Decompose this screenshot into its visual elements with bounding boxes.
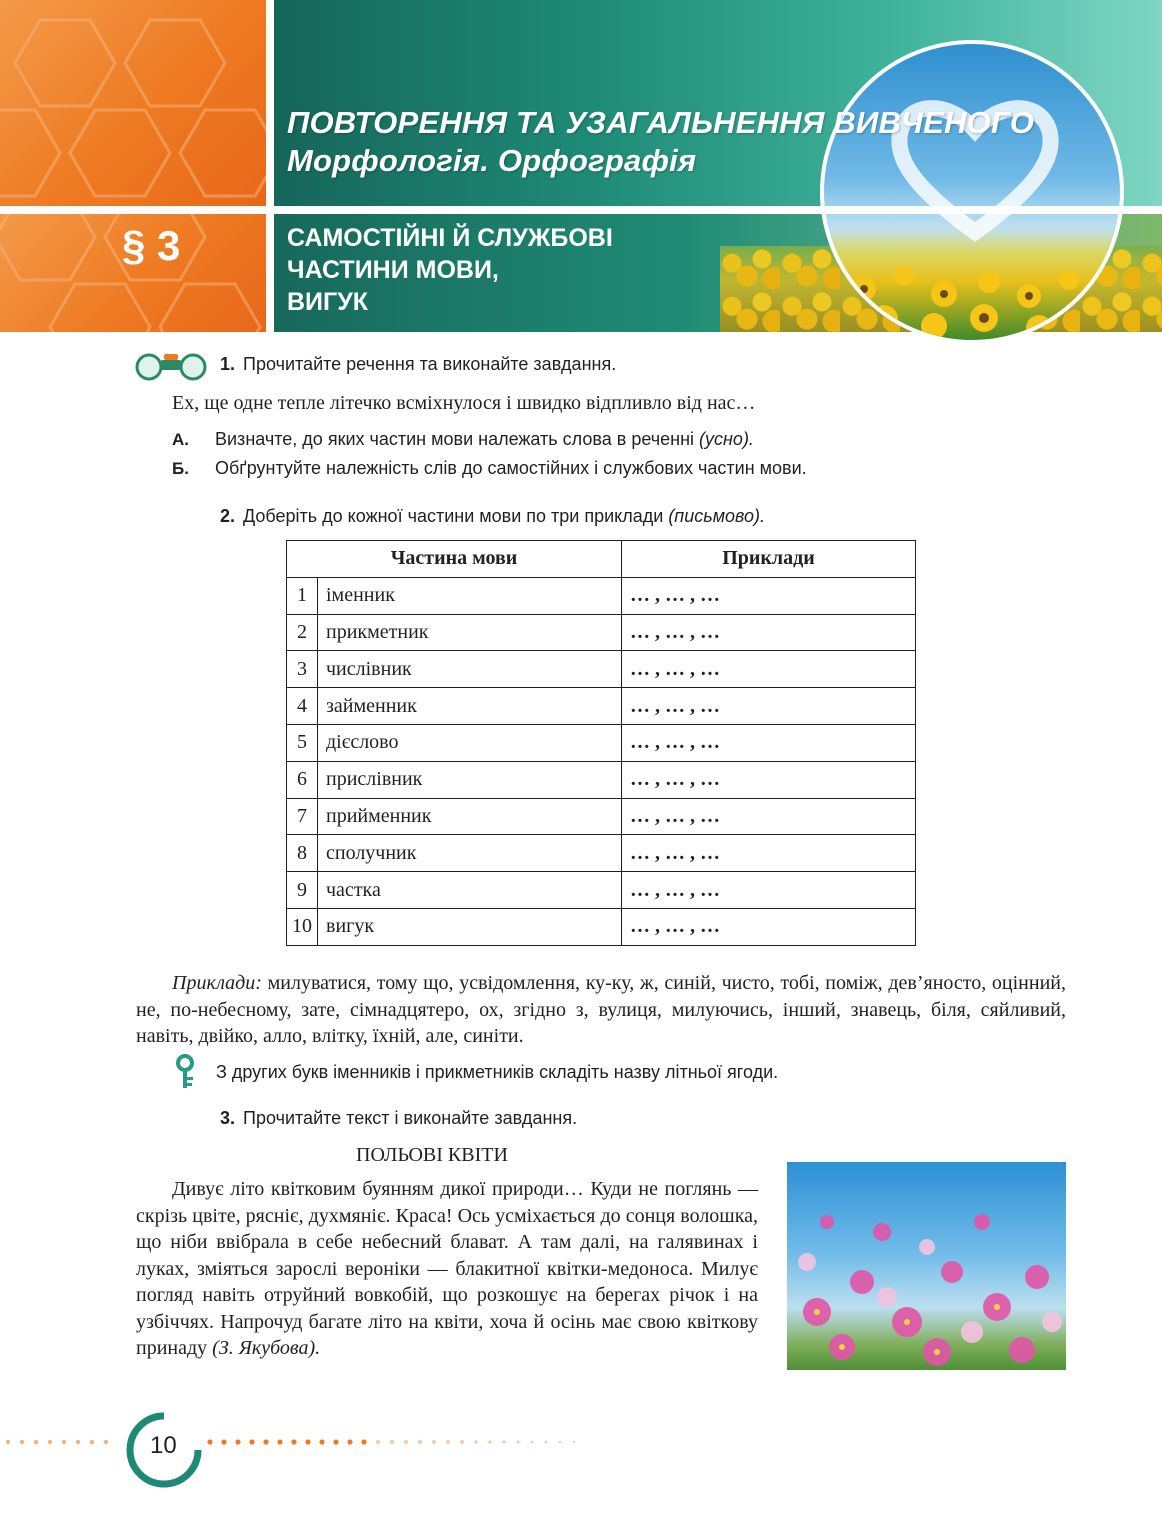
row-part-name: прийменник — [318, 798, 622, 835]
task2-header — [220, 506, 765, 527]
row-part-name: дієслово — [318, 724, 622, 761]
task1-sentence: Ех, ще одне тепле літечко всміхнулося і швидко відпливло від нас… — [172, 392, 756, 414]
chapter-title-line2: Морфологія. Орфографія — [287, 143, 697, 178]
text-title: ПОЛЬОВІ КВІТИ — [356, 1144, 508, 1166]
binoculars-icon — [134, 350, 210, 382]
task1-a-text: Визначте, до яких частин мови належать слова в реченні — [215, 429, 695, 449]
table-row — [287, 614, 916, 651]
row-number: 10 — [287, 908, 318, 945]
page-number: 10 — [150, 1432, 177, 1459]
chapter-title-line1: ПОВТОРЕННЯ ТА УЗАГАЛЬНЕННЯ ВИВЧЕНОГО — [287, 105, 1035, 140]
row-number: 4 — [287, 688, 318, 725]
row-examples: … , … , … — [622, 798, 916, 835]
task1-instruction: Прочитайте речення та виконайте завдання. — [243, 354, 617, 374]
section-title — [287, 222, 613, 318]
task1-item-b — [172, 458, 807, 479]
row-examples: … , … , … — [622, 761, 916, 798]
row-part-name: вигук — [318, 908, 622, 945]
table-row — [287, 651, 916, 688]
row-examples: … , … , … — [622, 577, 916, 614]
column-header-part: Частина мови — [287, 541, 622, 578]
column-header-examples: Приклади — [622, 541, 916, 578]
table-row — [287, 688, 916, 725]
table-row — [287, 835, 916, 872]
row-examples: … , … , … — [622, 724, 916, 761]
task1-b-text: Обґрунтуйте належність слів до самостійних і службових частин мови. — [215, 458, 807, 478]
table-row — [287, 798, 916, 835]
row-part-name: займенник — [318, 688, 622, 725]
section-title-line2: ЧАСТИНИ МОВИ, — [287, 256, 499, 284]
cosmos-flowers-photo — [787, 1162, 1066, 1370]
row-number: 6 — [287, 761, 318, 798]
row-examples: … , … , … — [622, 872, 916, 909]
row-number: 7 — [287, 798, 318, 835]
row-number: 5 — [287, 724, 318, 761]
row-number: 3 — [287, 651, 318, 688]
parts-of-speech-table — [286, 540, 916, 946]
row-part-name: іменник — [318, 577, 622, 614]
table-row — [287, 577, 916, 614]
story-paragraph — [136, 1176, 758, 1362]
table-row — [287, 908, 916, 945]
task1-number: 1. — [220, 354, 236, 374]
row-part-name: частка — [318, 872, 622, 909]
story-author: (З. Якубова). — [212, 1337, 321, 1359]
row-examples: … , … , … — [622, 614, 916, 651]
task1-a-label: А. — [172, 430, 189, 449]
task1-item-a — [172, 429, 754, 450]
section-number: § 3 — [122, 222, 181, 269]
examples-text: милуватися, тому що, усвідомлення, ку-ку, ж, синій, чисто, тобі, поміж, дев’яносто, оцінний, не, по-небесному, зате, сімнадцятеро, ох, згідно з, вулиця, милуючись, інший, знавець, біля, сяйливий, навіть, двійко, алло, влітку, їхній, але, синіти. — [136, 972, 1066, 1047]
row-part-name: прикметник — [318, 614, 622, 651]
task3-header — [220, 1108, 577, 1129]
story-text: Дивує літо квітковим буянням дикої природи… Куди не поглянь — скрізь цвіте, рясніє, духмяніє. Краса! Ось усміхається до сонця волошка, що ніби ввібрала в себе небесний блават. А там далі, на галявинах і луках, зміяться зарослі вероніки — блакитної квітки-медоноса. Милує погляд навіть отруйний вовкобій, що розкошує на берегах річок і на узбіччях. Напрочуд багате літо на квіти, хоча й осінь має свою квіткову принаду — [136, 1178, 758, 1359]
table-header-row — [287, 541, 916, 578]
table-row — [287, 724, 916, 761]
key-hint: З других букв іменників і прикметників складіть назву літньої ягоди. — [216, 1062, 779, 1082]
row-number: 2 — [287, 614, 318, 651]
key-icon — [172, 1054, 202, 1090]
header-divider-horizontal — [0, 206, 1162, 214]
task3-instruction: Прочитайте текст і виконайте завдання. — [243, 1108, 578, 1128]
chapter-title — [287, 104, 1034, 180]
section-title-line1: САМОСТІЙНІ Й СЛУЖБОВІ — [287, 224, 613, 252]
row-part-name: прислівник — [318, 761, 622, 798]
task3-number: 3. — [220, 1108, 236, 1128]
section-title-line3: ВИГУК — [287, 288, 369, 316]
task2-note: (письмово). — [668, 506, 766, 526]
examples-label: Приклади: — [172, 972, 262, 994]
hexagon-pattern-icon — [0, 0, 266, 206]
row-examples: … , … , … — [622, 688, 916, 725]
flowers-icon — [787, 1162, 1066, 1370]
row-number: 8 — [287, 835, 318, 872]
row-number: 1 — [287, 577, 318, 614]
task2-number: 2. — [220, 506, 236, 526]
task1-header — [220, 354, 616, 375]
dotted-line-icon — [0, 1436, 600, 1448]
row-examples: … , … , … — [622, 651, 916, 688]
examples-paragraph — [136, 970, 1066, 1050]
table-row — [287, 872, 916, 909]
header-divider-vertical — [266, 0, 274, 332]
row-number: 9 — [287, 872, 318, 909]
header-orange-panel-top — [0, 0, 266, 206]
task1-a-note: (усно). — [699, 429, 754, 449]
row-examples: … , … , … — [622, 908, 916, 945]
row-part-name: числівник — [318, 651, 622, 688]
row-examples: … , … , … — [622, 835, 916, 872]
task1-b-label: Б. — [172, 459, 189, 478]
task2-instruction: Доберіть до кожної частини мови по три приклади — [243, 506, 664, 526]
table-row — [287, 761, 916, 798]
row-part-name: сполучник — [318, 835, 622, 872]
